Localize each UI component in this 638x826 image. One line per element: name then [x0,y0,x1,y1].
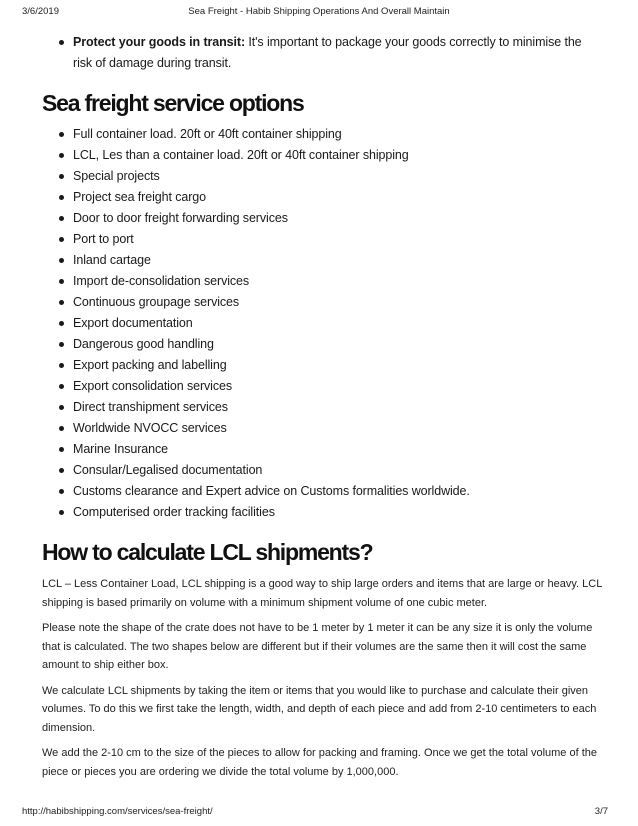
bullet-icon [59,363,64,368]
list-item [42,355,602,376]
transit-item-bold: Protect your goods in transit: [73,35,246,49]
section-heading-options: Sea freight service options [42,90,304,116]
list-item-text: Computerised order tracking facilities [73,505,275,519]
list-item-text: Full container load. 20ft or 40ft container shipping [73,127,342,141]
bullet-icon [59,447,64,452]
bullet-icon [59,300,64,305]
bullet-icon [59,468,64,473]
transit-item-text: It's important to package your goods correctly to minimise the risk of damage during transit. [73,35,582,70]
list-item [42,250,602,271]
list-item-text: Export consolidation services [73,379,232,393]
list-item-text: Special projects [73,169,160,183]
bullet-icon [59,237,64,242]
bullet-icon [59,342,64,347]
list-item-text: Port to port [73,232,134,246]
print-page-number: 3/7 [594,806,608,817]
list-item [42,208,602,229]
lcl-paragraphs [42,575,602,788]
list-item-text: Project sea freight cargo [73,190,206,204]
print-page-title: Sea Freight - Habib Shipping Operations And Overall Maintain [188,6,450,17]
bullet-icon [59,279,64,284]
service-options-list [42,124,602,523]
bullet-icon [59,489,64,494]
list-item-text: Worldwide NVOCC services [73,421,227,435]
list-item [42,32,602,74]
list-item [42,229,602,250]
list-item-text: Direct transhipment services [73,400,228,414]
list-item [42,439,602,460]
bullet-icon [59,174,64,179]
paragraph: We calculate LCL shipments by taking the item or items that you would like to purchase and calculate their given volumes. To do this we first take the length, width, and depth of each piece and add from 2-10 centimeters to each dimension. [42,684,597,734]
bullet-icon [59,153,64,158]
list-item [42,292,602,313]
list-item [42,397,602,418]
list-item [42,124,602,145]
list-item [42,145,602,166]
bullet-icon [59,405,64,410]
list-item-text: Consular/Legalised documentation [73,463,263,477]
bullet-icon [59,426,64,431]
bullet-icon [59,510,64,515]
list-item-text: Export documentation [73,316,193,330]
list-item-text: Customs clearance and Expert advice on Customs formalities worldwide. [73,484,470,498]
list-item [42,334,602,355]
list-item-text: LCL, Les than a container load. 20ft or 40ft container shipping [73,148,409,162]
list-item-text: Marine Insurance [73,442,168,456]
list-item [42,166,602,187]
paragraph: LCL – Less Container Load, LCL shipping is a good way to ship large orders and items that are large or heavy. LCL shipping is based primarily on volume with a minimum shipment volume of one cubic meter. [42,578,602,609]
print-url: http://habibshipping.com/services/sea-freight/ [22,806,213,817]
list-item-text: Export packing and labelling [73,358,227,372]
list-item [42,502,602,523]
bullet-icon [59,40,64,45]
list-item [42,418,602,439]
list-item-text: Import de-consolidation services [73,274,250,288]
list-item-text: Door to door freight forwarding services [73,211,288,225]
list-item-text: Dangerous good handling [73,337,214,351]
list-item [42,460,602,481]
list-item-text: Continuous groupage services [73,295,240,309]
bullet-icon [59,195,64,200]
bullet-icon [59,384,64,389]
bullet-icon [59,321,64,326]
print-date: 3/6/2019 [22,6,59,17]
transit-list [42,32,602,74]
list-item [42,271,602,292]
bullet-icon [59,258,64,263]
list-item [42,187,602,208]
section-heading-lcl: How to calculate LCL shipments? [42,539,373,565]
bullet-icon [59,216,64,221]
list-item [42,313,602,334]
paragraph: Please note the shape of the crate does not have to be 1 meter by 1 meter it can be any size it is only the volume that is calculated. The two shapes below are different but if their volumes are the same then it will cost the same amount to ship either box. [42,622,593,671]
bullet-icon [59,132,64,137]
list-item [42,481,602,502]
list-item [42,376,602,397]
paragraph: We add the 2-10 cm to the size of the pieces to allow for packing and framing. Once we get the total volume of the piece or pieces you are ordering we divide the total volume by 1,000,000. [42,747,597,778]
list-item-text: Inland cartage [73,253,151,267]
